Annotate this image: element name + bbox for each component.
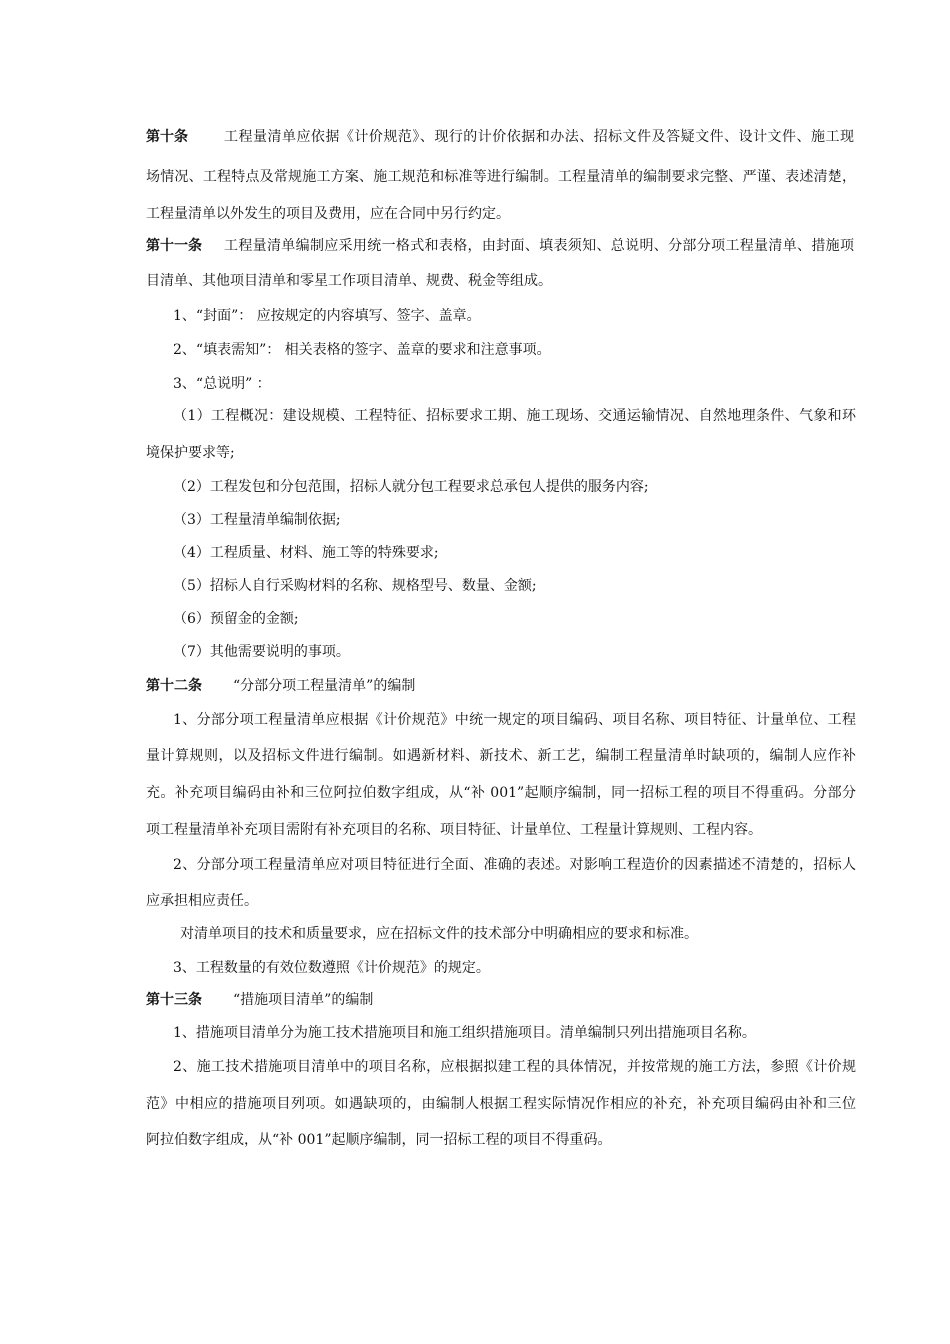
- article-12-para-3: 3、工程数量的有效位数遵照《计价规范》的规定。: [173, 960, 490, 976]
- article-12-heading: 第十二条: [146, 678, 202, 694]
- article-10-heading: 第十条: [146, 129, 188, 145]
- article-12-para-1d: 项工程量清单补充项目需附有补充项目的名称、项目特征、计量单位、工程量计算规则、工程内容。: [146, 822, 762, 838]
- article-12-para-2c: 对清单项目的技术和质量要求，应在招标文件的技术部分中明确相应的要求和标准。: [180, 926, 698, 942]
- article-13-para-2b: 范》中相应的措施项目列项。如遇缺项的，由编制人根据工程实际情况作相应的补充，补充项目编码由补和三位: [146, 1096, 856, 1112]
- article-12-title: “分部分项工程量清单”的编制: [233, 678, 416, 694]
- article-11-sub-6: （6）预留金的金额;: [173, 611, 299, 627]
- article-11-line-2: 目清单、其他项目清单和零星工作项目清单、规费、税金等组成。: [146, 273, 552, 289]
- article-11-item-2: 2、“填表需知”： 相关表格的签字、盖章的要求和注意事项。: [173, 342, 551, 358]
- article-13-heading: 第十三条: [146, 992, 202, 1008]
- article-11-heading: 第十一条: [146, 238, 202, 254]
- article-11-sub-2: （2）工程发包和分包范围，招标人就分包工程要求总承包人提供的服务内容;: [173, 479, 649, 495]
- article-11-sub-7: （7）其他需要说明的事项。: [173, 644, 350, 660]
- article-10-line-2: 场情况、工程特点及常规施工方案、施工规范和标准等进行编制。工程量清单的编制要求完整、严谨、表述清楚，: [146, 169, 856, 185]
- article-10-line-3: 工程量清单以外发生的项目及费用，应在合同中另行约定。: [146, 206, 510, 222]
- article-11-sub-5: （5）招标人自行采购材料的名称、规格型号、数量、金额;: [173, 578, 537, 594]
- article-11-item-3: 3、“总说明” ：: [173, 376, 271, 392]
- article-12-para-1a: 1、分部分项工程量清单应根据《计价规范》中统一规定的项目编码、项目名称、项目特征、计量单位、工程: [173, 712, 856, 728]
- article-11-line-1: 工程量清单编制应采用统一格式和表格，由封面、填表须知、总说明、分部分项工程量清单、措施项: [224, 238, 854, 254]
- article-13-title: “措施项目清单”的编制: [233, 992, 374, 1008]
- article-12-para-2a: 2、分部分项工程量清单应对项目特征进行全面、准确的表述。对影响工程造价的因素描述不清楚的，招标人: [173, 857, 856, 873]
- article-12-para-2b: 应承担相应责任。: [146, 893, 258, 909]
- article-13-para-2c: 阿拉伯数字组成，从“补 001”起顺序编制，同一招标工程的项目不得重码。: [146, 1132, 612, 1148]
- article-11-item-1: 1、“封面”： 应按规定的内容填写、签字、盖章。: [173, 308, 481, 324]
- article-13-para-1: 1、措施项目清单分为施工技术措施项目和施工组织措施项目。清单编制只列出措施项目名称。: [173, 1025, 756, 1041]
- article-13-para-2a: 2、施工技术措施项目清单中的项目名称，应根据拟建工程的具体情况，并按常规的施工方法，参照《计价规: [173, 1059, 856, 1075]
- article-11-sub-3: （3）工程量清单编制依据;: [173, 512, 341, 528]
- article-11-sub-1a: （1）工程概况：建设规模、工程特征、招标要求工期、施工现场、交通运输情况、自然地理条件、气象和环: [173, 408, 856, 424]
- article-12-para-1b: 量计算规则，以及招标文件进行编制。如遇新材料、新技术、新工艺，编制工程量清单时缺项的，编制人应作补: [146, 748, 856, 764]
- article-10-line-1: 工程量清单应依据《计价规范》、现行的计价依据和办法、招标文件及答疑文件、设计文件、施工现: [224, 129, 854, 145]
- article-12-para-1c: 充。补充项目编码由补和三位阿拉伯数字组成，从“补 001”起顺序编制，同一招标工程的项目不得重码。分部分: [146, 785, 856, 801]
- article-11-sub-4: （4）工程质量、材料、施工等的特殊要求;: [173, 545, 439, 561]
- article-11-sub-1b: 境保护要求等;: [146, 445, 235, 461]
